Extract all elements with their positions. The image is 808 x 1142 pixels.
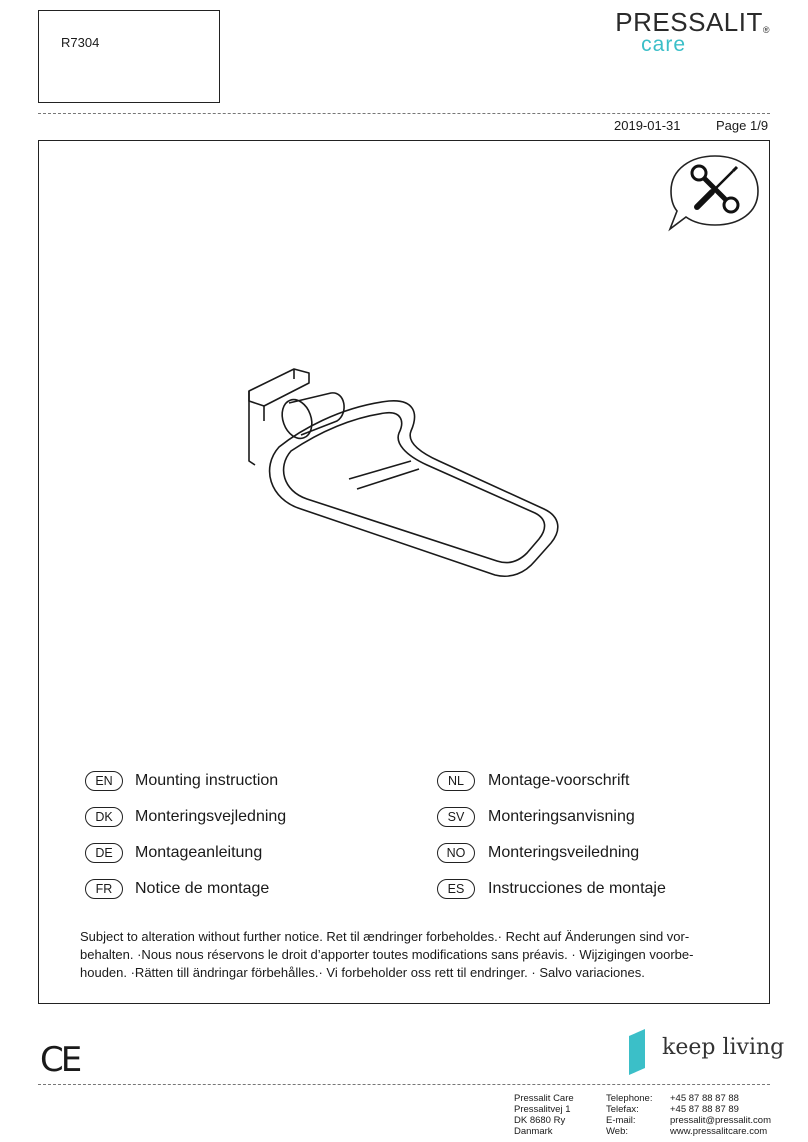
page-number: Page 1/9 — [716, 118, 769, 133]
footer-company-line: Pressalitvej 1 — [514, 1104, 571, 1115]
keep-living-mark-icon — [628, 1028, 648, 1076]
lang-title-de: Montageanleitung — [135, 844, 263, 861]
lang-title-sv: Monteringsanvisning — [488, 808, 635, 825]
product-code-box — [38, 10, 220, 103]
footer-web[interactable]: www.pressalitcare.com — [670, 1126, 768, 1137]
footer-email[interactable]: pressalit@pressalit.com — [670, 1115, 771, 1126]
lang-title-no: Monteringsveiledning — [488, 844, 640, 861]
notice-line: Subject to alteration without further notice. Ret til ændringer forbeholdes.· Recht auf Änderungen sind vor- — [80, 929, 690, 944]
lang-code-no: NO — [437, 843, 475, 863]
header-divider — [38, 113, 770, 114]
footer-company-line: DK 8680 Ry — [514, 1115, 566, 1126]
tools-bubble — [667, 153, 763, 235]
footer-company-line: Pressalit Care — [514, 1093, 574, 1104]
footer-divider — [38, 1084, 770, 1085]
lang-code-es: ES — [437, 879, 475, 899]
product-code: R7304 — [61, 35, 100, 50]
lang-code-fr: FR — [85, 879, 123, 899]
footer-label: Web: — [606, 1126, 629, 1137]
slogan: keep living — [662, 1035, 785, 1060]
lang-code-nl: NL — [437, 771, 475, 791]
footer-values — [670, 1093, 771, 1137]
notice-line: behalten. ·Nous nous réservons le droit d’apporter toutes modifications sans préavis. · Wijzigingen voorbe- — [80, 947, 694, 962]
footer-company-line: Danmark — [514, 1126, 553, 1137]
footer-company — [514, 1093, 574, 1137]
footer-labels — [606, 1093, 652, 1137]
registered-mark: ® — [762, 25, 770, 35]
footer-fax: +45 87 88 87 89 — [670, 1104, 739, 1115]
lang-title-fr: Notice de montage — [135, 880, 270, 897]
alteration-notice — [80, 928, 732, 982]
footer-phone: +45 87 88 87 88 — [670, 1093, 739, 1104]
main-frame — [38, 140, 770, 1004]
footer-label: Telefax: — [606, 1104, 639, 1115]
notice-line: houden. ·Rätten till ändringar förbehålles.· Vi forbeholder oss rett til endringer. · Salvo variaciones. — [80, 965, 645, 980]
doc-date: 2019-01-31 — [614, 118, 681, 133]
lang-code-en: EN — [85, 771, 123, 791]
brand-logo — [615, 8, 770, 54]
brand-name: PRESSALIT — [615, 7, 763, 37]
lang-title-es: Instrucciones de montaje — [488, 880, 666, 897]
footer-label: Telephone: — [606, 1093, 653, 1104]
lang-title-en: Mounting instruction — [135, 772, 279, 789]
lang-code-de: DE — [85, 843, 123, 863]
lang-title-nl: Montage-voorschrift — [488, 772, 630, 789]
lang-code-sv: SV — [437, 807, 475, 827]
brand-sub: care — [641, 33, 686, 56]
lang-code-dk: DK — [85, 807, 123, 827]
ce-mark: CE — [40, 1040, 80, 1080]
shower-seat-illustration — [239, 361, 579, 631]
lang-title-dk: Monteringsvejledning — [135, 808, 287, 825]
footer-label: E-mail: — [606, 1115, 636, 1126]
